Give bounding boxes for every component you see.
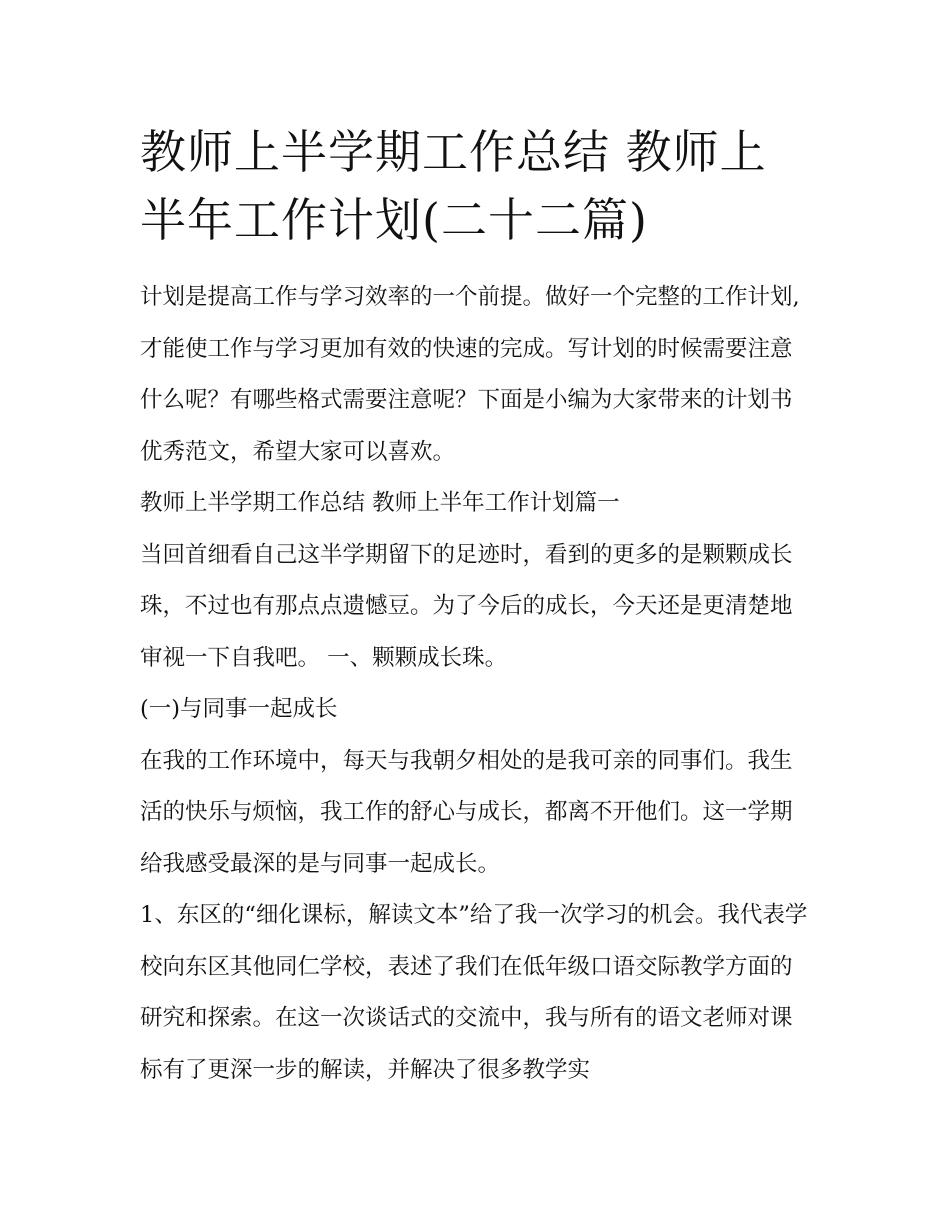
body-paragraph: 在我的工作环境中，每天与我朝夕相处的是我可亲的同事们。我生活的快乐与烦恼，我工作的舒心与成长，都离不开他们。这一学期给我感受最深的是与同事一起成长。 — [140, 747, 793, 877]
section-heading: 教师上半学期工作总结 教师上半年工作计划篇一 — [140, 490, 620, 516]
document-body — [140, 118, 812, 1096]
body-paragraph: 当回首细看自己这半学期留下的足迹时，看到的更多的是颗颗成长珠，不过也有那点点遗憾豆。为了今后的成长，今天还是更清楚地审视一下自我吧。 一、颗颗成长珠。 — [140, 541, 793, 671]
document-title: 教师上半学期工作总结 教师上半年工作计划(二十二篇) — [140, 125, 767, 247]
intro-paragraph: 计划是提高工作与学习效率的一个前提。做好一个完整的工作计划,才能使工作与学习更加有效的快速的完成。写计划的时候需要注意什么呢？有哪些格式需要注意呢？下面是小编为大家带来的计划书优秀范文，希望大家可以喜欢。 — [140, 284, 800, 465]
body-paragraph: 1、东区的“细化课标，解读文本”给了我一次学习的机会。我代表学校向东区其他同仁学校，表述了我们在低年级口语交际教学方面的研究和探索。在这一次谈话式的交流中，我与所有的语文老师对课标有了更深一步的解读，并解决了很多教学实 — [140, 902, 808, 1083]
subsection-heading: (一)与同事一起成长 — [140, 696, 338, 722]
